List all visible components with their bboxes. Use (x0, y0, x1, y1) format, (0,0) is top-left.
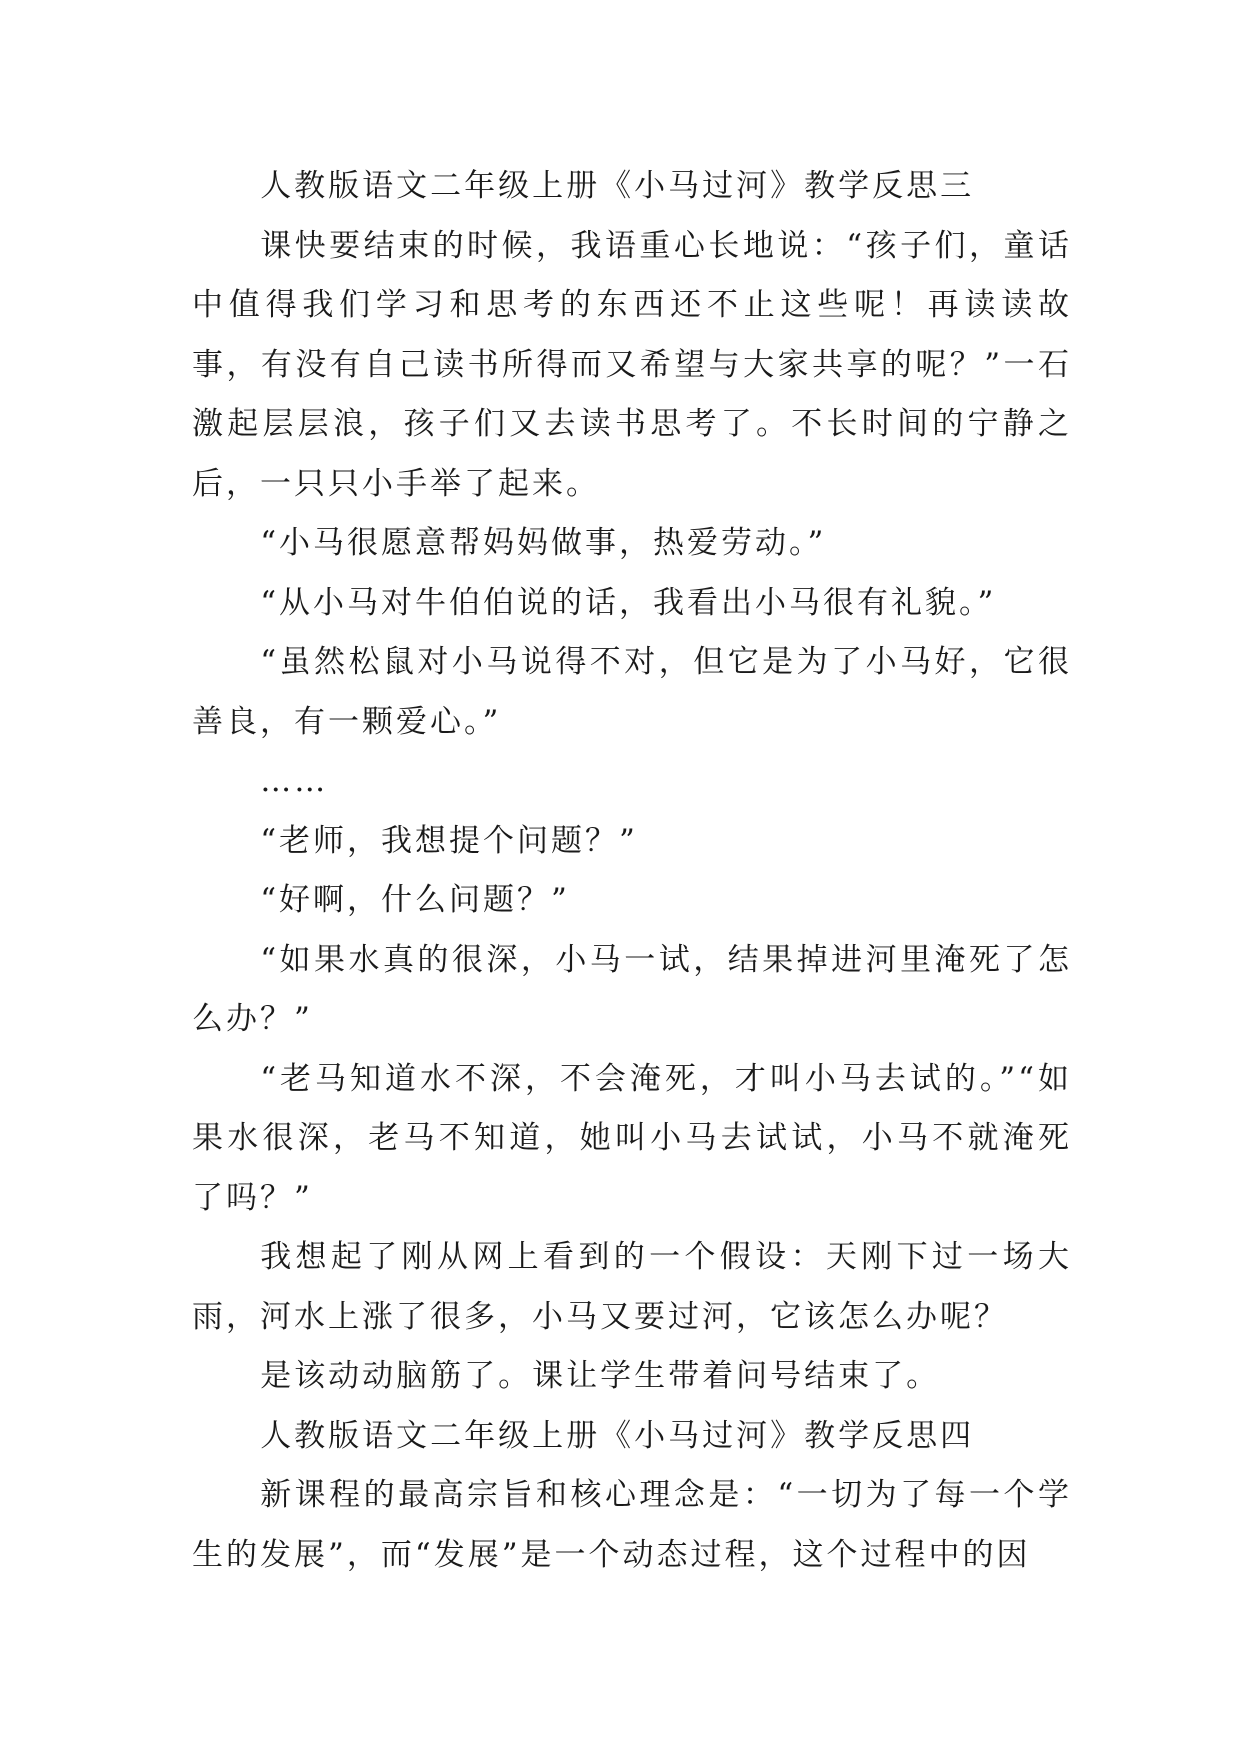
dialogue-line: “老师，我想提个问题？” (260, 822, 638, 859)
document-body (192, 157, 1072, 1585)
dialogue-line: “老马知道水不深，不会淹死，才叫小马去试的。”“如果水很深，老马不知道，她叫小马去试试，小马不就淹死了吗？” (192, 1060, 1072, 1216)
section-heading-four: 人教版语文二年级上册《小马过河》教学反思四 (260, 1417, 975, 1454)
dialogue-line: “如果水真的很深，小马一试，结果掉进河里淹死了怎么办？” (192, 941, 1072, 1037)
dialogue-line: “从小马对牛伯伯说的话，我看出小马很有礼貌。” (260, 584, 997, 621)
paragraph: 我想起了刚从网上看到的一个假设：天刚下过一场大雨，河水上涨了很多，小马又要过河，它该怎么办呢？ (192, 1239, 1072, 1335)
paragraph: 课快要结束的时候，我语重心长地说：“孩子们，童话中值得我们学习和思考的东西还不止这些呢！再读读故事，有没有自己读书所得而又希望与大家共享的呢？”一石激起层层浪，孩子们又去读书思考了。不长时间的宁静之后，一只只小手举了起来。 (192, 227, 1072, 502)
dialogue-line: “小马很愿意帮妈妈做事，热爱劳动。” (260, 525, 827, 561)
ellipsis-line: …… (260, 763, 329, 799)
paragraph: 新课程的最高宗旨和核心理念是：“一切为了每一个学生的发展”，而“发展”是一个动态过程，这个过程中的因 (192, 1477, 1072, 1573)
dialogue-line: “虽然松鼠对小马说得不对，但它是为了小马好，它很善良，有一颗爱心。” (192, 644, 1072, 740)
paragraph: 是该动动脑筋了。课让学生带着问号结束了。 (260, 1358, 941, 1394)
section-heading-three: 人教版语文二年级上册《小马过河》教学反思三 (260, 168, 975, 204)
dialogue-line: “好啊，什么问题？” (260, 882, 570, 918)
